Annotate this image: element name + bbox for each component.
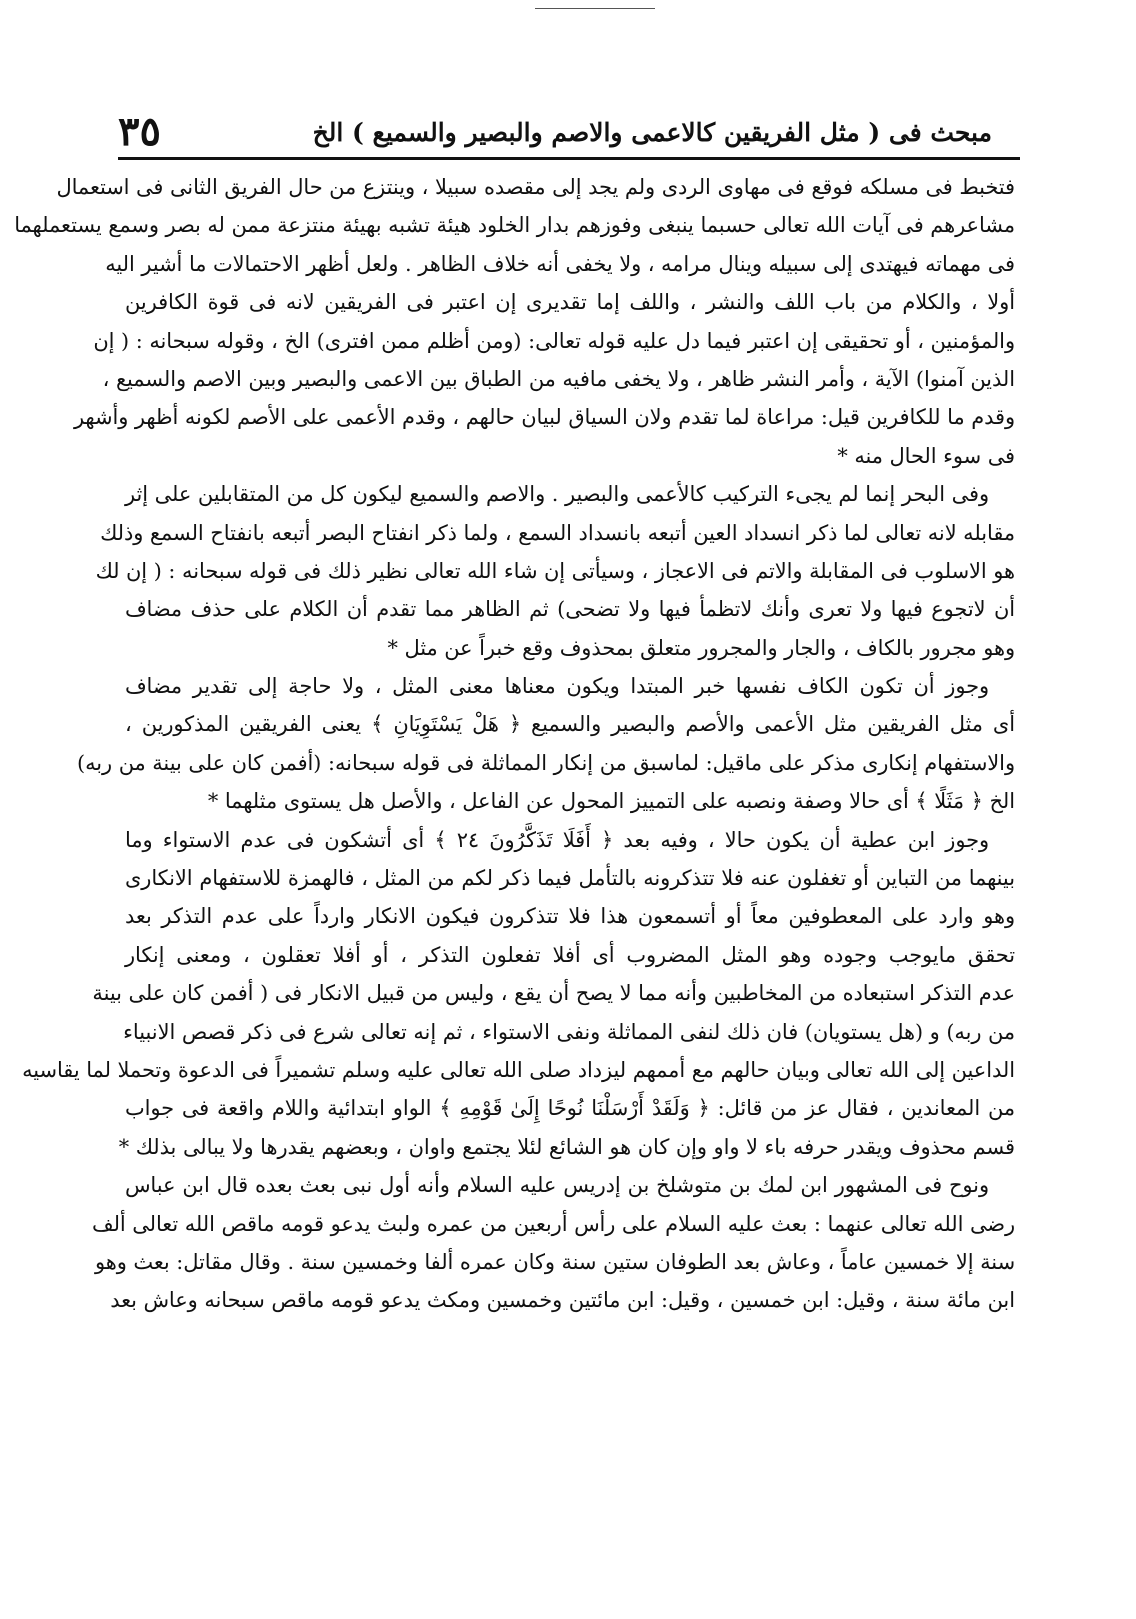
text-line: عدم التذكر استبعاده من المخاطبين وأنه مما لا يصح أن يقع ، وليس من قبيل الانكار فى ( أفمن كان على بينة bbox=[92, 981, 1015, 1006]
header-rule bbox=[118, 157, 1020, 160]
text-line: أولا ، والكلام من باب اللف والنشر ، واللف إما تقديرى إن اعتبر فى الفريقين لانه فى قوة الكافرين bbox=[125, 290, 1015, 315]
paragraph-start-line: وجوز ابن عطية أن يكون حالا ، وفيه بعد ﴿ أَفَلَا تَذَكَّرُونَ ٢٤ ﴾ أى أتشكون فى عدم الاستواء وما bbox=[125, 827, 989, 852]
text-line: مقابله لانه تعالى لما ذكر انسداد العين أتبعه بانسداد السمع ، ولما ذكر انفتاح البصر أتبعه بانفتاح السمع وذلك bbox=[100, 520, 1015, 545]
page-number: ٣٥ bbox=[118, 108, 161, 155]
text-line: بينهما من التباين أو تغفلون عنه فلا تتذكرونه بالتأمل فيما ذكر لكم من المثل ، فالهمزة للاستفهام الانكارى bbox=[125, 866, 1015, 891]
top-rule bbox=[535, 8, 655, 9]
text-line: وقدم ما للكافرين قيل: مراعاة لما تقدم ولان السياق لبيان حالهم ، وقدم الأعمى على الأصم لكونه أظهر وأشهر bbox=[73, 405, 1015, 430]
text-line: من المعاندين ، فقال عز من قائل: ﴿ وَلَقَدْ أَرْسَلْنَا نُوحًا إِلَىٰ قَوْمِهِ ﴾ الواو ابتدائية واللام واقعة فى جواب bbox=[125, 1096, 1015, 1121]
text-line: فتخبط فى مسلكه فوقع فى مهاوى الردى ولم يجد إلى مقصده سبيلا ، وينتزع من حال الفريق الثانى فى استعمال bbox=[56, 175, 1015, 199]
text-line: ابن مائة سنة ، وقيل: ابن خمسين ، وقيل: ابن مائتين وخمسين ومكث يدعو قومه ماقص سبحانه وعاش بعد bbox=[110, 1288, 1015, 1313]
paragraph-start-line: ونوح فى المشهور ابن لمك بن متوشلخ بن إدريس عليه السلام وأنه أول نبى بعث بعده قال ابن عباس bbox=[125, 1173, 989, 1198]
text-line: أى مثل الفريقين مثل الأعمى والأصم والبصير والسميع ﴿ هَلْ يَسْتَوِيَانِ ﴾ يعنى الفريقين المذكورين ، bbox=[125, 712, 1015, 737]
text-line: من ربه) و (هل يستويان) فان ذلك لنفى المماثلة ونفى الاستواء ، ثم إنه تعالى شرع فى ذكر قصص الانبياء bbox=[123, 1019, 1015, 1044]
running-title: مبحث فى ( مثل الفريقين كالاعمى والاصم والبصير والسميع ) الخ bbox=[312, 118, 992, 147]
text-line: الذين آمنوا) الآية ، وأمر النشر ظاهر ، ولا يخفى مافيه من الطباق بين الاعمى والبصير وبين الاصم والسميع ، bbox=[102, 366, 1015, 391]
text-line: تحقق مايوجب وجوده وهو المثل المضروب أى أفلا تفعلون التذكر ، أو أفلا تعقلون ، ومعنى إنكار bbox=[125, 942, 1015, 967]
text-line: والاستفهام إنكارى مذكر على ماقيل: لماسبق من إنكار المماثلة فى قوله سبحانه: (أفمن كان على بينة من ربه) bbox=[76, 750, 1015, 775]
text-line: مشاعرهم فى آيات الله تعالى حسبما ينبغى وفوزهم بدار الخلود هيئة تشبه بهيئة منتزعة ممن له بصر وسمع يستعملهما bbox=[14, 213, 1015, 238]
text-line: أن لاتجوع فيها ولا تعرى وأنك لاتظمأ فيها ولا تضحى) ثم الظاهر مما تقدم أن الكلام على حذف مضاف bbox=[125, 597, 1015, 622]
body-text bbox=[14, 168, 1015, 1320]
paragraph-start-line: وفى البحر إنما لم يجىء التركيب كالأعمى والبصير . والاصم والسميع ليكون كل من المتقابلين على إثر bbox=[125, 482, 989, 507]
page-header bbox=[118, 108, 1018, 154]
text-line: الخ ﴿ مَثَلًا ﴾ أى حالا وصفة ونصبه على التمييز المحول عن الفاعل ، والأصل هل يستوى مثلهما * bbox=[207, 789, 1015, 814]
text-line: وهو مجرور بالكاف ، والجار والمجرور متعلق بمحذوف وقع خبراً عن مثل * bbox=[387, 635, 1015, 660]
text-line: سنة إلا خمسين عاماً ، وعاش بعد الطوفان ستين سنة وكان عمره ألفا وخمسين سنة . وقال مقاتل: بعث وهو bbox=[95, 1249, 1015, 1274]
text-line: هو الاسلوب فى المقابلة والاتم فى الاعجاز ، وسيأتى إن شاء الله تعالى نظير ذلك فى قوله سبحانه : ( إن لك bbox=[95, 558, 1015, 583]
text-line: الداعين إلى الله تعالى وبيان حالهم مع أممهم ليزداد صلى الله تعالى عليه وسلم تشميراً فى الدعوة وتحملا لما يقاسيه bbox=[22, 1057, 1015, 1082]
paragraph-start-line: وجوز أن تكون الكاف نفسها خبر المبتدا ويكون معناها معنى المثل ، ولا حاجة إلى تقدير مضاف bbox=[125, 674, 989, 699]
text-line: فى سوء الحال منه * bbox=[837, 443, 1015, 468]
text-line: فى مهماته فيهتدى إلى سبيله وينال مرامه ، ولا يخفى أنه خلاف الظاهر . ولعل أظهر الاحتمالات ما أشير اليه bbox=[105, 251, 1015, 276]
text-line: قسم محذوف ويقدر حرفه باء لا واو وإن كان هو الشائع لئلا يجتمع واوان ، وبعضهم يقدرها ولا يبالى بذلك * bbox=[118, 1134, 1015, 1159]
text-line: رضى الله تعالى عنهما : بعث عليه السلام على رأس أربعين من عمره ولبث يدعو قومه ماقص الله تعالى ألف bbox=[92, 1211, 1015, 1236]
text-line: وهو وارد على المعطوفين معاً أو أتسمعون هذا فلا تتذكرون فيكون الانكار وارداً على عدم التذكر بعد bbox=[125, 904, 1015, 929]
text-line: والمؤمنين ، أو تحقيقى إن اعتبر فيما دل عليه قوله تعالى: (ومن أظلم ممن افترى) الخ ، وقوله سبحانه : ( إن bbox=[93, 328, 1015, 353]
